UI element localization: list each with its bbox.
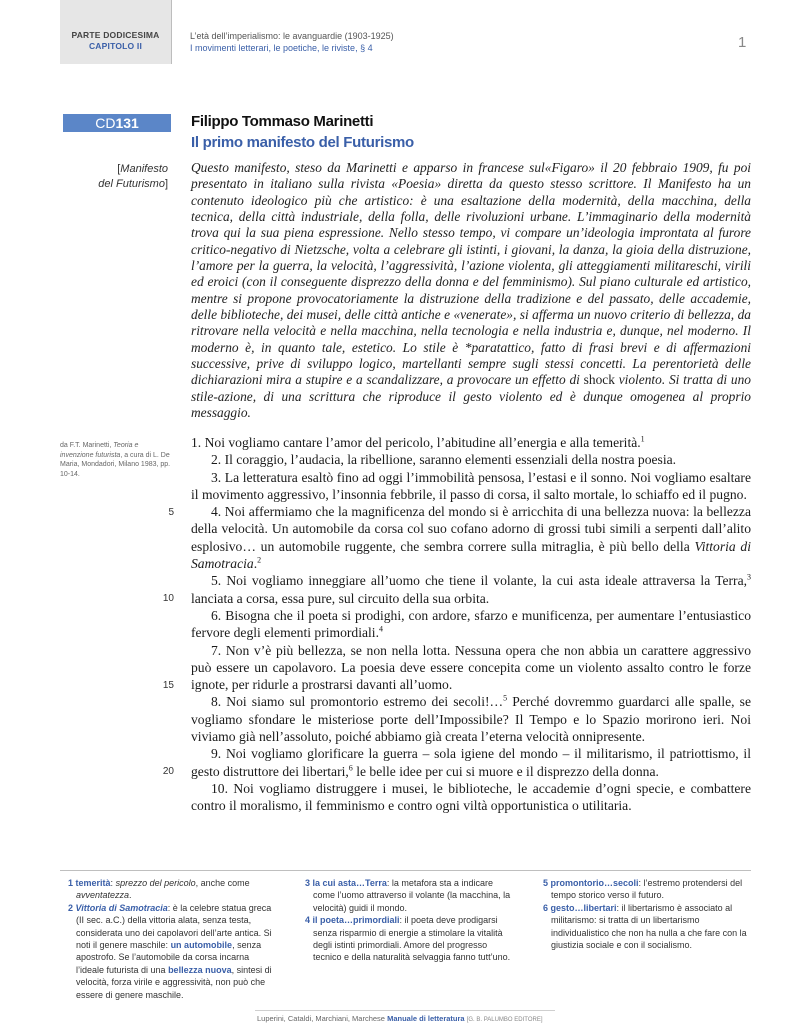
document-title: Il primo manifesto del Futurismo <box>191 134 414 151</box>
page-number: 1 <box>738 34 747 51</box>
source-citation <box>60 441 172 479</box>
footnote-divider <box>60 870 751 871</box>
paragraph-text: 10. Noi vogliamo distruggere i musei, le biblioteche, le accademie d’ogni specie, e combattere contro il moralismo, il femminismo e contro ogni viltà opportunistica o utilitaria. <box>191 780 751 814</box>
footnote-text: : l’estremo protendersi del tempo storico verso il futuro. <box>551 878 743 901</box>
footnote-number: 5 <box>543 878 549 888</box>
paragraph-10 <box>191 780 751 815</box>
footnote-ref: 1 <box>640 434 645 444</box>
footnote-number: 3 <box>305 878 311 888</box>
footer-editor: [G. B. PALUMBO EDITORE] <box>466 1017 543 1023</box>
paragraph-text: 9. Noi vogliamo glorificare la guerra – sola igiene del mondo – il militarismo, il patriottismo, il gesto distruttore dei libertari, <box>191 746 751 779</box>
footnote-italic: avventatezza <box>76 890 130 901</box>
running-head-title: L’età dell’imperialismo: le avanguardie (1903-1925) <box>190 31 394 41</box>
source-prefix: da F.T. Marinetti, <box>60 442 114 449</box>
footnote-2 <box>68 902 277 1001</box>
paragraph-text: 5. Noi vogliamo inneggiare all’uomo che tiene il volante, la cui asta ideale attraversa la Terra, <box>211 573 747 589</box>
line-number: 5 <box>168 507 174 518</box>
introduction <box>191 160 751 422</box>
source-work: Teoria e invenzione futurista <box>60 442 139 459</box>
work-reference <box>68 162 168 192</box>
footnote-lemma: la cui asta…Terra <box>312 878 387 888</box>
paragraph-text: 7. Non v’è più bellezza, se non nella lotta. Nessuna opera che non abbia un carattere aggressivo può essere un capolavoro. La poesia deve essere concepita come un violento assalto contro le forze ignote, per ridurle a prostrarsi davanti all’uomo. <box>191 642 751 693</box>
paragraph-text: 4. Noi affermiamo che la magnificenza del mondo si è arricchita di una bellezza nuova: la bellezza della velocità. Un automobile da corsa col suo cofano adorno di grossi tubi simili a serpenti dall’alito esplosivo… un automobile ruggente, che sembra correre sulla mitraglia, è più bello della <box>191 504 751 554</box>
footnote-3 <box>305 877 517 914</box>
cd-badge <box>63 114 171 132</box>
intro-text-b: violento. Si tratta di uno stile-azione, di una scrittura che riproduce il gesto violento ed è dunque omogenea al proprio messaggio. <box>191 372 751 421</box>
footnotes-column-3 <box>543 877 751 951</box>
paragraph-6 <box>191 607 751 642</box>
manifesto-text <box>191 434 751 815</box>
footnote-lemma: il poeta…primordiali <box>312 915 400 926</box>
footnote-4 <box>305 914 517 964</box>
line-number: 20 <box>162 766 174 777</box>
footnote-lemma: un automobile <box>170 940 233 951</box>
footnote-text: : il poeta deve prodigarsi senza risparmio di energie a stimolare la vitalità degli istinti primordiali. Amore del progresso tecnico e della naturalità selvaggia fanno tutt’uno. <box>313 915 511 963</box>
paragraph-7 <box>191 642 751 694</box>
source-suffix: , a cura di L. De Maria, Mondadori, Milano 1983, pp. 10-14. <box>60 451 171 478</box>
page-footer <box>257 1014 557 1023</box>
paragraph-9 <box>191 745 751 780</box>
footer-manual-title: Manuale di letteratura <box>387 1014 465 1023</box>
footnote-text: , sintesi di velocità, forza virile e aggressività, non può che essere di genere maschile. <box>76 964 272 1000</box>
intro-text-a: Questo manifesto, steso da Marinetti e apparso in francese sul«Figaro» il 20 febbraio 1909, fu poi presentato in italiano sulla rivista «Poesia» diretta da questo stesso scrittore. Il Manifesto ha un contenuto ideologico più che artistico: è una esaltazione della modernità, della macchina, della tecnica, della città industriale, della folla, delle rivoluzioni urbane. L’immaginario della modernità trova qui la sua piena espressione. Nello stesso tempo, vi compare un’ideologia improntata al furore critico-negativo di Nietzsche, volta a celebrare gli istinti, i giovani, la danza, la gioia della distruzione, l’amore per la guerra, la velocità, l’aggressività, l’azione violenta, gli atteggiamenti militareschi, virili ed eroici (con il conseguente disprezzo della donna e del femminismo). Sul piano culturale ed artistico, mentre si propone provocatoriamente la distruzione della tradizione e del passato, delle accademie, delle biblioteche, dei musei, delle città antiche e «venerate», si afferma un nuovo criterio di bellezza, da ritrovare nella velocità e nella macchina, nella tecnologia e nella industria e, dunque, nel moderno. Il moderno è, in quanto tale, estetico. Lo stile è *paratattico, fatto di frasi brevi e di affermazioni successive, prive di sviluppo logico, martellanti sempre sugli stessi concetti. La perentorietà delle dichiarazioni mira a stupire e a scandalizzare, a provocare un effetto di <box>191 160 751 388</box>
italic-title: Vittoria di Samotracia <box>191 538 751 572</box>
cd-number: 131 <box>115 115 139 131</box>
intro-shock: shock <box>583 372 615 388</box>
chapter-label: CAPITOLO II <box>88 41 143 51</box>
footnote-text: . <box>129 890 132 901</box>
footnote-text: , senza apostrofo. Se l’automobile da corsa incarna l’ideale futurista di una <box>76 940 262 975</box>
paragraph-4 <box>191 503 751 572</box>
footnote-number: 1 <box>68 878 74 888</box>
work-title-line1: Manifesto <box>120 163 168 175</box>
line-number: 10 <box>162 593 174 604</box>
footnote-text: : <box>110 878 116 888</box>
paragraph-5 <box>191 572 751 607</box>
footnote-ref: 6 <box>348 763 353 773</box>
footnote-6 <box>543 902 751 952</box>
paragraph-text: 8. Noi siamo sul promontorio estremo dei secoli!… <box>211 694 504 710</box>
footnote-lemma: temerità <box>75 878 111 888</box>
paragraph-text: . <box>253 556 258 572</box>
paragraph-1 <box>191 434 751 451</box>
footnote-lemma: gesto…libertari <box>550 902 617 913</box>
paragraph-text: 3. La letteratura esaltò fino ad oggi l’immobilità pensosa, l’estasi e il sonno. Noi vogliamo esaltare il movimento aggressivo, l’insonnia febbrile, il passo di corsa, il salto mortale, lo schiaffo ed il pugno. <box>191 469 751 502</box>
footnote-ref: 3 <box>747 572 751 582</box>
footnote-lemma: promontorio…secoli <box>550 878 639 888</box>
bracket-open: [ <box>117 163 121 175</box>
paragraph-text: Perché dovremmo guardarci alle spalle, se vogliamo sfondare le misteriose porte dell’Impossibile? Il Tempo e lo Spazio morirono ieri. Noi viviamo già nell’assoluto, poiché abbiamo già creata l’eterna velocità onnipresente. <box>191 694 751 745</box>
paragraph-text: 1. Noi vogliamo cantare l’amor del pericolo, l’abitudine all’energia e alla temerità. <box>191 435 641 450</box>
footnotes-column-1 <box>68 877 277 1001</box>
paragraph-text: lanciata a corsa, essa pure, sul circuito della sua orbita. <box>191 590 490 606</box>
footnote-number: 6 <box>543 902 549 913</box>
footnote-5 <box>543 877 751 902</box>
footnote-text: , anche come <box>195 878 250 888</box>
paragraph-text: 6. Bisogna che il poeta si prodighi, con ardore, sfarzo e munificenza, per aumentare l’entusiastico fervore degli elementi primordiali. <box>191 607 751 641</box>
footer-divider <box>255 1010 555 1011</box>
author-name: Filippo Tommaso Marinetti <box>191 113 374 130</box>
footnote-number: 4 <box>305 915 311 926</box>
footnote-number: 2 <box>68 902 74 913</box>
footnote-ref: 5 <box>503 693 508 703</box>
cd-prefix: CD <box>95 115 116 131</box>
paragraph-text: 2. Il coraggio, l’audacia, la ribellione, saranno elementi essenziali della nostra poesia. <box>211 452 677 468</box>
footnote-text: : è la celebre statua greca (II sec. a.C.) della vittoria alata, senza testa, considerata uno dei capolavori dell’arte antica. Si noti il genere maschile: <box>76 902 272 951</box>
running-head-section: I movimenti letterari, le poetiche, le riviste, § 4 <box>190 43 373 53</box>
footnote-italic: sprezzo del pericolo <box>115 878 196 888</box>
paragraph-3 <box>191 469 751 504</box>
paragraph-8 <box>191 693 751 745</box>
paragraph-text: le belle idee per cui si muore e il disprezzo della donna. <box>352 763 659 779</box>
paragraph-2 <box>191 451 751 468</box>
footnote-text: : il libertarismo è associato al militarismo: si tratta di un libertarismo individualistico che non ha nulla a che fare con la giustizia sociale e con il socialismo. <box>551 902 747 951</box>
footnote-ref: 2 <box>257 555 262 565</box>
footnote-lemma: Vittoria di Samotracia <box>75 902 168 913</box>
footer-authors: Luperini, Cataldi, Marchiani, Marchese <box>257 1014 385 1023</box>
footnotes-column-2 <box>305 877 517 964</box>
bracket-close: ] <box>164 178 168 190</box>
work-title-line2: del Futurismo <box>98 178 165 190</box>
section-tab <box>60 0 172 64</box>
footnote-ref: 4 <box>378 624 383 634</box>
footnote-lemma: bellezza nuova <box>168 964 232 975</box>
footnote-text: : la metafora sta a indicare come l’uomo attraverso il volante (la macchina, la velocità) guidi il mondo. <box>313 878 511 913</box>
part-label: PARTE DODICESIMA <box>71 30 160 40</box>
line-number: 15 <box>162 680 174 691</box>
footnote-1 <box>68 877 277 902</box>
